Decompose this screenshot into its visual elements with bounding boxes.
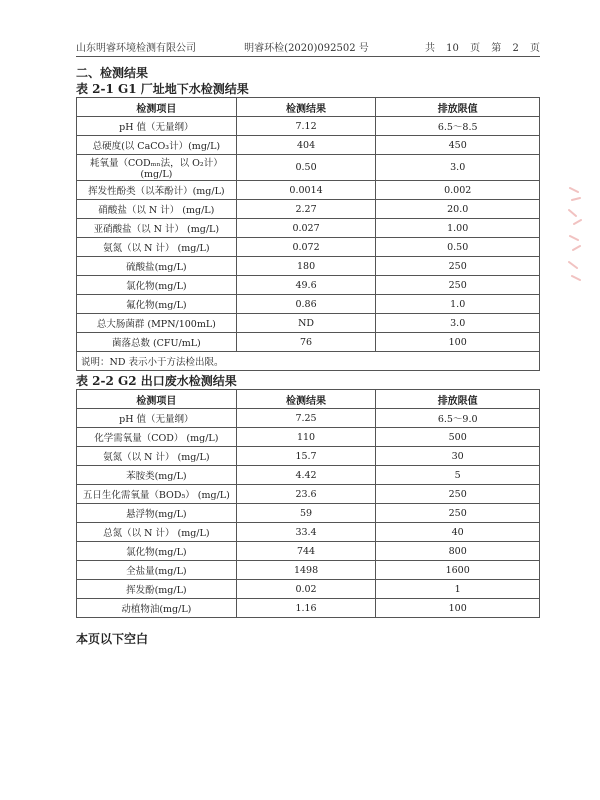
row-item: 总氮（以 N 计） (mg/L) — [77, 523, 237, 542]
row-item: 亚硝酸盐（以 N 计） (mg/L) — [77, 219, 237, 238]
table-row — [77, 200, 540, 219]
row-limit: 250 — [376, 485, 540, 504]
row-limit: 6.5～8.5 — [376, 117, 540, 136]
table-row — [77, 561, 540, 580]
row-limit: 250 — [376, 276, 540, 295]
table2-caption: 表 2-2 G2 出口废水检测结果 — [76, 374, 237, 388]
row-item: pH 值（无量纲） — [77, 117, 237, 136]
row-result: 15.7 — [236, 447, 376, 466]
row-limit: 0.002 — [376, 181, 540, 200]
table-row — [77, 580, 540, 599]
row-item: 氨氮（以 N 计） (mg/L) — [77, 238, 237, 257]
table-note: 说明：ND 表示小于方法检出限。 — [77, 352, 540, 371]
row-result: 2.27 — [236, 200, 376, 219]
table-row — [77, 542, 540, 561]
seal-stamp-fragment — [566, 180, 584, 290]
row-item: 菌落总数 (CFU/mL) — [77, 333, 237, 352]
row-result: 76 — [236, 333, 376, 352]
row-result: 1498 — [236, 561, 376, 580]
row-limit: 1600 — [376, 561, 540, 580]
table-note-row — [77, 352, 540, 371]
row-item: 耗氧量（CODₘₙ法，以 O₂计）(mg/L) — [77, 155, 237, 181]
row-result: 59 — [236, 504, 376, 523]
row-item: 总硬度(以 CaCO₃计）(mg/L) — [77, 136, 237, 155]
table1-groundwater-results — [76, 97, 540, 371]
table-row — [77, 155, 540, 181]
row-limit: 1 — [376, 580, 540, 599]
row-result: 7.25 — [236, 409, 376, 428]
table-row — [77, 257, 540, 276]
column-header-item: 检测项目 — [77, 390, 237, 409]
row-result: 404 — [236, 136, 376, 155]
table-row — [77, 523, 540, 542]
table2-wastewater-results — [76, 389, 540, 618]
row-result: 110 — [236, 428, 376, 447]
table-row — [77, 504, 540, 523]
total-pages: 10 — [446, 43, 459, 54]
current-page: 2 — [512, 43, 519, 54]
table-row — [77, 314, 540, 333]
row-result: 0.072 — [236, 238, 376, 257]
row-limit: 20.0 — [376, 200, 540, 219]
column-header-limit: 排放限值 — [376, 390, 540, 409]
row-item: 硝酸盐（以 N 计） (mg/L) — [77, 200, 237, 219]
row-item: 硫酸盐(mg/L) — [77, 257, 237, 276]
column-header-limit: 排放限值 — [376, 98, 540, 117]
table-row — [77, 181, 540, 200]
end-of-page-note: 本页以下空白 — [76, 632, 149, 646]
row-limit: 30 — [376, 447, 540, 466]
row-result: 0.02 — [236, 580, 376, 599]
row-limit: 500 — [376, 428, 540, 447]
table-row — [77, 485, 540, 504]
table-header-row — [77, 390, 540, 409]
row-item: 挥发性酚类（以苯酚计）(mg/L) — [77, 181, 237, 200]
table-row — [77, 428, 540, 447]
report-number: 明睿环检(2020)092502 号 — [244, 43, 369, 54]
column-header-result: 检测结果 — [236, 390, 376, 409]
row-result: 33.4 — [236, 523, 376, 542]
column-header-result: 检测结果 — [236, 98, 376, 117]
row-item: 化学需氧量（COD） (mg/L) — [77, 428, 237, 447]
table1-caption: 表 2-1 G1 厂址地下水检测结果 — [76, 82, 249, 96]
row-limit: 3.0 — [376, 314, 540, 333]
row-limit: 250 — [376, 504, 540, 523]
row-result: 23.6 — [236, 485, 376, 504]
page-header — [76, 39, 540, 57]
row-item: 动植物油(mg/L) — [77, 599, 237, 618]
row-item: pH 值（无量纲） — [77, 409, 237, 428]
row-item: 氟化物(mg/L) — [77, 295, 237, 314]
row-limit: 1.0 — [376, 295, 540, 314]
seal-stroke — [569, 188, 581, 280]
row-limit: 0.50 — [376, 238, 540, 257]
company-name: 山东明睿环境检测有限公司 — [76, 43, 196, 54]
column-header-item: 检测项目 — [77, 98, 237, 117]
row-item: 全盐量(mg/L) — [77, 561, 237, 580]
row-result: 0.027 — [236, 219, 376, 238]
row-result: 0.50 — [236, 155, 376, 181]
row-result: ND — [236, 314, 376, 333]
row-limit: 1.00 — [376, 219, 540, 238]
row-item: 总大肠菌群 (MPN/100mL) — [77, 314, 237, 333]
row-item: 苯胺类(mg/L) — [77, 466, 237, 485]
section-title: 二、检测结果 — [76, 66, 149, 80]
row-item: 氨氮（以 N 计） (mg/L) — [77, 447, 237, 466]
table-row — [77, 466, 540, 485]
page-number: 共 10 页 第 2 页 — [424, 43, 540, 54]
row-limit: 3.0 — [376, 155, 540, 181]
table-row — [77, 599, 540, 618]
row-limit: 450 — [376, 136, 540, 155]
row-limit: 40 — [376, 523, 540, 542]
row-result: 49.6 — [236, 276, 376, 295]
table-row — [77, 219, 540, 238]
row-item: 五日生化需氧量（BOD₅） (mg/L) — [77, 485, 237, 504]
table-row — [77, 333, 540, 352]
row-limit: 6.5～9.0 — [376, 409, 540, 428]
row-limit: 5 — [376, 466, 540, 485]
table-row — [77, 117, 540, 136]
row-result: 0.0014 — [236, 181, 376, 200]
row-item: 氯化物(mg/L) — [77, 276, 237, 295]
table-row — [77, 447, 540, 466]
table-row — [77, 295, 540, 314]
row-item: 氯化物(mg/L) — [77, 542, 237, 561]
row-limit: 100 — [376, 333, 540, 352]
row-limit: 250 — [376, 257, 540, 276]
row-item: 悬浮物(mg/L) — [77, 504, 237, 523]
row-result: 1.16 — [236, 599, 376, 618]
table-row — [77, 136, 540, 155]
row-limit: 800 — [376, 542, 540, 561]
table-row — [77, 409, 540, 428]
table-row — [77, 276, 540, 295]
row-result: 0.86 — [236, 295, 376, 314]
table-header-row — [77, 98, 540, 117]
row-result: 744 — [236, 542, 376, 561]
row-result: 4.42 — [236, 466, 376, 485]
row-result: 7.12 — [236, 117, 376, 136]
row-item: 挥发酚(mg/L) — [77, 580, 237, 599]
table-row — [77, 238, 540, 257]
row-limit: 100 — [376, 599, 540, 618]
row-result: 180 — [236, 257, 376, 276]
